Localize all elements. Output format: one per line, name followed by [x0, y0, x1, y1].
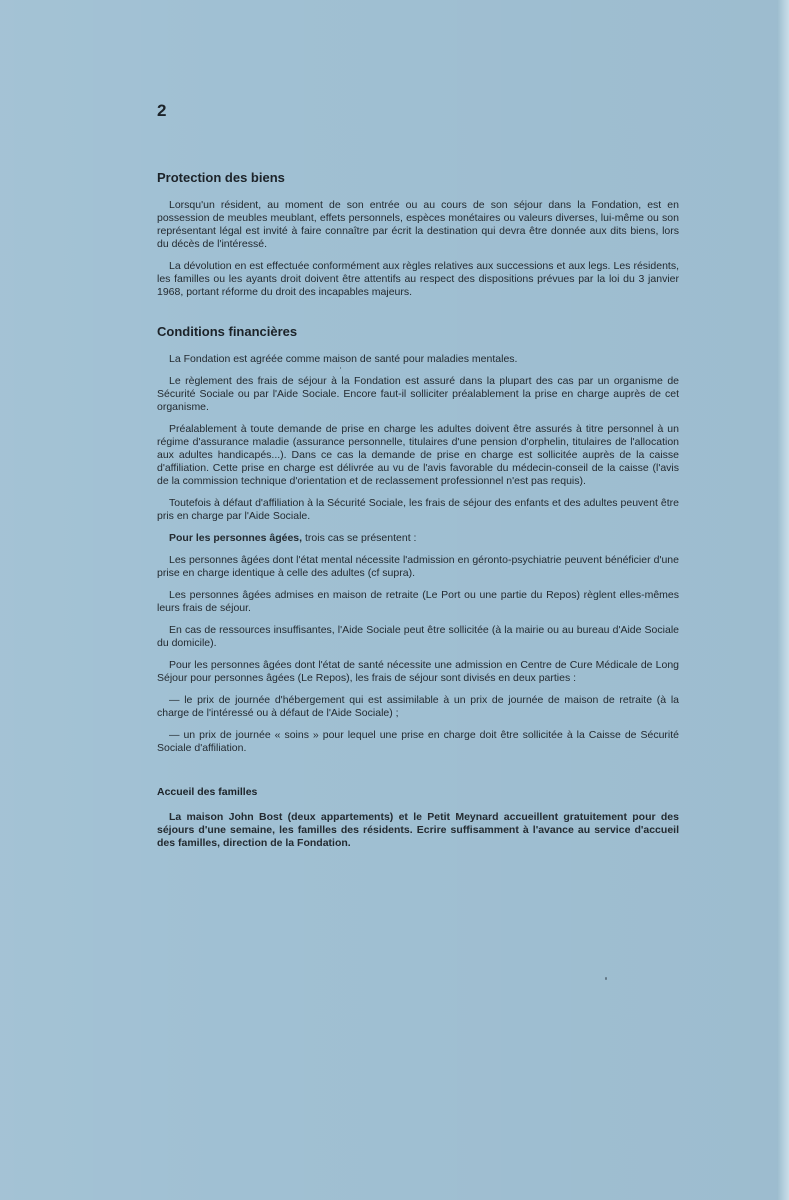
paragraph: Lorsqu'un résident, au moment de son entrée ou au cours de son séjour dans la Fondation, est en possession de meubles meublant, effets personnels, espèces monétaires ou valeurs diverses, lui-même ou son représentant légal est invité à faire connaître par écrit la destination qui devra être donnée aux dits biens, lors du décès de l'intéressé.: [157, 199, 679, 250]
paragraph: En cas de ressources insuffisantes, l'Aide Sociale peut être sollicitée (à la mairie ou au bureau d'Aide Sociale du domicile).: [157, 624, 679, 649]
paragraph-rest: trois cas se présentent :: [302, 532, 417, 544]
section-heading: Accueil des familles: [157, 786, 258, 798]
section-spacer: [157, 308, 679, 324]
section-conditions-financieres: [157, 324, 679, 755]
paragraph: Préalablement à toute demande de prise en charge les adultes doivent être assurés à titre personnel à un régime d'assurance maladie (assurance personnelle, titulaires d'une pension d'orphelin, titulaires de l'allocation aux adultes handicapés...). Dans ce cas la demande de prise en charge est sollicitée auprès de la caisse d'affiliation. Cette prise en charge est délivrée au vu de l'avis favorable du médecin-conseil de la caisse (l'avis de la commission technique d'orientation et de reclassement professionnel n'est pas requis).: [157, 423, 679, 487]
paragraph: Les personnes âgées dont l'état mental nécessite l'admission en géronto-psychiatrie peuvent bénéficier d'une prise en charge identique à celle des adultes (cf supra).: [157, 554, 679, 579]
section-accueil-des-familles: [157, 786, 679, 850]
paper-speck: [605, 977, 607, 980]
paragraph: Toutefois à défaut d'affiliation à la Sécurité Sociale, les frais de séjour des enfants et des adultes peuvent être pris en charge par l'Aide Sociale.: [157, 497, 679, 522]
paragraph-lead: Pour les personnes âgées,: [169, 532, 303, 544]
paragraph: — le prix de journée d'hébergement qui est assimilable à un prix de journée de maison de retraite (à la charge de l'intéressé ou à défaut de l'Aide Sociale) ;: [157, 694, 679, 719]
paragraph-personnes-agees: [157, 532, 679, 545]
section-heading: Conditions financières: [157, 324, 298, 339]
section-protection-des-biens: [157, 170, 679, 299]
document-body: [157, 170, 679, 859]
paragraph: Les personnes âgées admises en maison de retraite (Le Port ou une partie du Repos) règlent elles-mêmes leurs frais de séjour.: [157, 589, 679, 614]
page-number: 2: [157, 101, 167, 120]
paragraph: Le règlement des frais de séjour à la Fondation est assuré dans la plupart des cas par un organisme de Sécurité Sociale ou par l'Aide Sociale. Encore faut-il solliciter préalablement la prise en charge auprès de cet organisme.: [157, 375, 679, 413]
paragraph: — un prix de journée « soins » pour lequel une prise en charge doit être sollicitée à la Caisse de Sécurité Sociale d'affiliation.: [157, 729, 679, 754]
paragraph: La Fondation est agréée comme maison de santé pour maladies mentales.: [169, 353, 518, 365]
paragraph: Pour les personnes âgées dont l'état de santé nécessite une admission en Centre de Cure Médicale de Long Séjour pour personnes âgées (Le Repos), les frais de séjour sont divisés en deux parties :: [157, 659, 679, 684]
paper-speck: [340, 367, 341, 369]
paragraph: La maison John Bost (deux appartements) et le Petit Meynard accueillent gratuitement pour des séjours d'une semaine, les familles des résidents. Ecrire suffisamment à l'avance au service d'accueil des familles, direction de la Fondation.: [157, 811, 679, 849]
paragraph: La dévolution en est effectuée conformément aux règles relatives aux successions et aux legs. Les résidents, les familles ou les ayants droit doivent être attentifs au respect des dispositions prévues par la loi du 3 janvier 1968, portant réforme du droit des incapables majeurs.: [157, 260, 679, 298]
page-fold-edge: [777, 0, 789, 1200]
section-heading: Protection des biens: [157, 170, 285, 185]
section-spacer: [157, 764, 679, 786]
